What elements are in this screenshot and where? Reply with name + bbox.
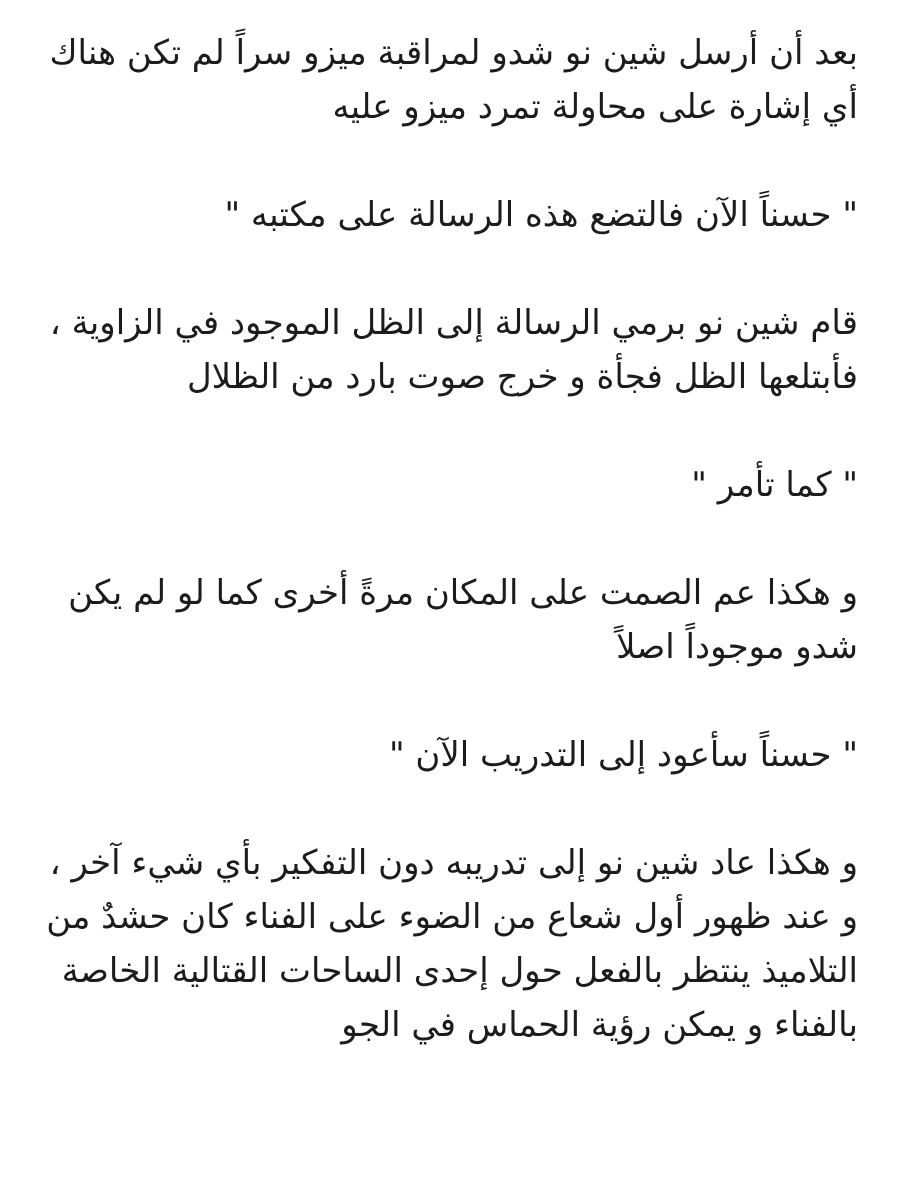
paragraph: قام شين نو برمي الرسالة إلى الظل الموجود في الزاوية ، فأبتلعها الظل فجأة و خرج صوت بارد من الظلال xyxy=(49,303,858,397)
paragraph: " كما تأمر " xyxy=(691,465,858,505)
paragraph: و هكذا عم الصمت على المكان مرةً أخرى كما لو لم يكن شدو موجوداً اصلاً xyxy=(68,573,858,667)
paragraph: بعد أن أرسل شين نو شدو لمراقبة ميزو سراً لم تكن هناك أي إشارة على محاولة تمرد ميزو عليه xyxy=(49,33,858,127)
paragraph: " حسناً الآن فالتضع هذه الرسالة على مكتبه " xyxy=(224,195,858,235)
paragraph: و هكذا عاد شين نو إلى تدريبه دون التفكير بأي شيء آخر ، و عند ظهور أول شعاع من الضوء على الفناء كان حشدٌ من التلاميذ ينتظر بالفعل حول إحدى الساحات القتالية الخاصة بالفناء و يمكن رؤية الحماس في الجو xyxy=(46,843,858,1045)
paragraph: " حسناً سأعود إلى التدريب الآن " xyxy=(388,735,858,775)
